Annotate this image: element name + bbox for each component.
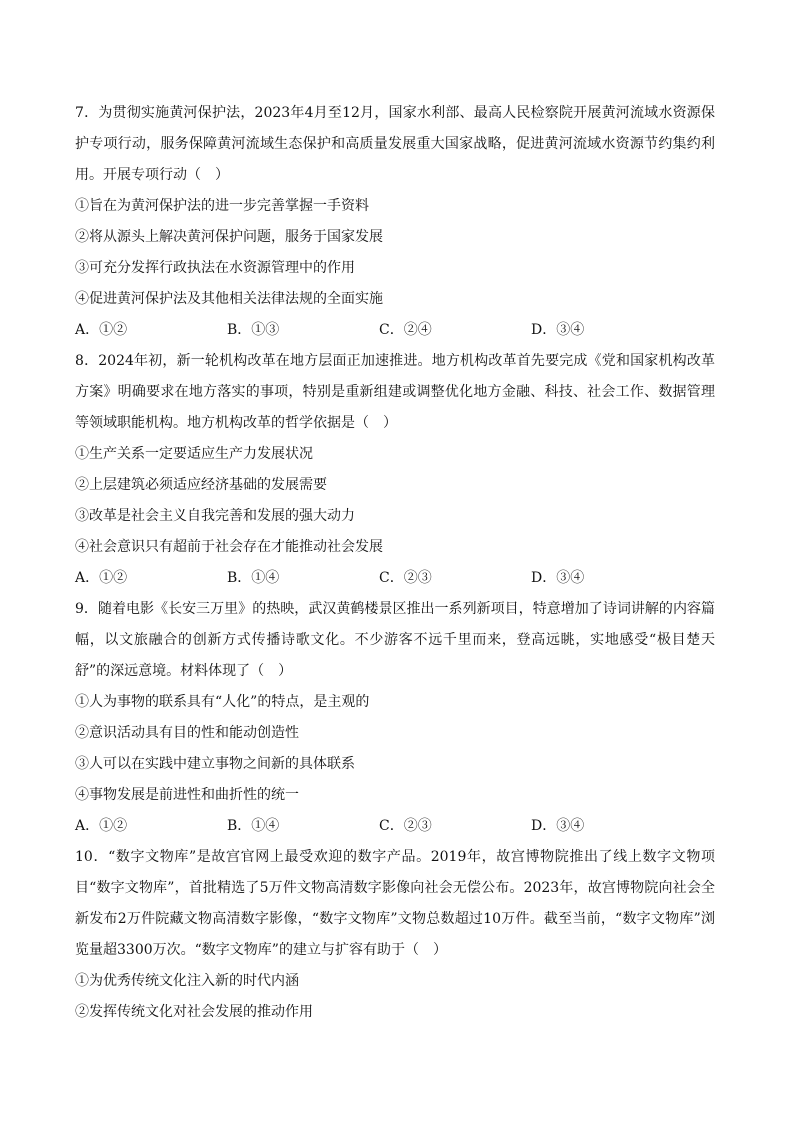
statement-option: ①为优秀传统文化注入新的时代内涵 xyxy=(75,973,299,989)
question-stem: 8．2024年初，新一轮机构改革在地方层面正加速推进。地方机构改革首先要完成《党和国家机构改革方案》明确要求在地方落实的事项，特别是重新组建或调整优化地方金融、科技、社会工作、数据管理等领域职能机构。地方机构改革的哲学依据是（ ） xyxy=(75,353,715,431)
answer-choices xyxy=(75,315,715,346)
choice-d[interactable]: D．③④ xyxy=(531,322,585,338)
choice-a[interactable]: A．①② xyxy=(75,322,128,338)
question-8 xyxy=(75,346,715,594)
statement-option: ④事物发展是前进性和曲折性的统一 xyxy=(75,787,299,803)
statement-option: ①旨在为黄河保护法的进一步完善掌握一手资料 xyxy=(75,198,369,214)
statement-option: ②上层建筑必须适应经济基础的发展需要 xyxy=(75,477,327,493)
question-list xyxy=(75,98,715,1028)
question-9 xyxy=(75,594,715,842)
statement-option: ②将从源头上解决黄河保护问题，服务于国家发展 xyxy=(75,229,383,245)
choice-b[interactable]: B．①④ xyxy=(227,818,280,834)
statement-option: ②发挥传统文化对社会发展的推动作用 xyxy=(75,1004,313,1020)
statement-option: ③改革是社会主义自我完善和发展的强大动力 xyxy=(75,508,355,524)
statement-option: ③人可以在实践中建立事物之间新的具体联系 xyxy=(75,756,355,772)
choice-b[interactable]: B．①④ xyxy=(227,570,280,586)
statement-option: ④社会意识只有超前于社会存在才能推动社会发展 xyxy=(75,539,383,555)
statement-option: ②意识活动具有目的性和能动创造性 xyxy=(75,725,299,741)
question-stem: 7．为贯彻实施黄河保护法，2023年4月至12月，国家水利部、最高人民检察院开展黄河流域水资源保护专项行动，服务保障黄河流域生态保护和高质量发展重大国家战略，促进黄河流域水资源节约集约利用。开展专项行动（ ） xyxy=(75,105,715,183)
statement-option: ①生产关系一定要适应生产力发展状况 xyxy=(75,446,313,462)
question-7 xyxy=(75,98,715,346)
statement-option: ④促进黄河保护法及其他相关法律法规的全面实施 xyxy=(75,291,383,307)
question-10 xyxy=(75,842,715,1028)
choice-a[interactable]: A．①② xyxy=(75,818,128,834)
question-stem: 10．“数字文物库”是故宫官网上最受欢迎的数字产品。2019年，故宫博物院推出了线上数字文物项目“数字文物库”，首批精选了5万件文物高清数字影像向社会无偿公布。2023年，故宫博物院向社会全新发布2万件院藏文物高清数字影像，“数字文物库”文物总数超过10万件。截至当前，“数字文物库”浏览量超3300万次。“数字文物库”的建立与扩容有助于（ ） xyxy=(75,849,715,958)
choice-c[interactable]: C．②④ xyxy=(379,322,432,338)
choice-c[interactable]: C．②③ xyxy=(379,570,432,586)
statement-option: ③可充分发挥行政执法在水资源管理中的作用 xyxy=(75,260,355,276)
answer-choices xyxy=(75,811,715,842)
question-stem: 9．随着电影《长安三万里》的热映，武汉黄鹤楼景区推出一系列新项目，特意增加了诗词讲解的内容篇幅，以文旅融合的创新方式传播诗歌文化。不少游客不远千里而来，登高远眺，实地感受“极目楚天舒”的深远意境。材料体现了（ ） xyxy=(75,601,715,679)
answer-choices xyxy=(75,563,715,594)
statement-option: ①人为事物的联系具有“人化”的特点，是主观的 xyxy=(75,694,370,710)
choice-a[interactable]: A．①② xyxy=(75,570,128,586)
choice-d[interactable]: D．③④ xyxy=(531,818,585,834)
choice-b[interactable]: B．①③ xyxy=(227,322,280,338)
choice-c[interactable]: C．②③ xyxy=(379,818,432,834)
choice-d[interactable]: D．③④ xyxy=(531,570,585,586)
